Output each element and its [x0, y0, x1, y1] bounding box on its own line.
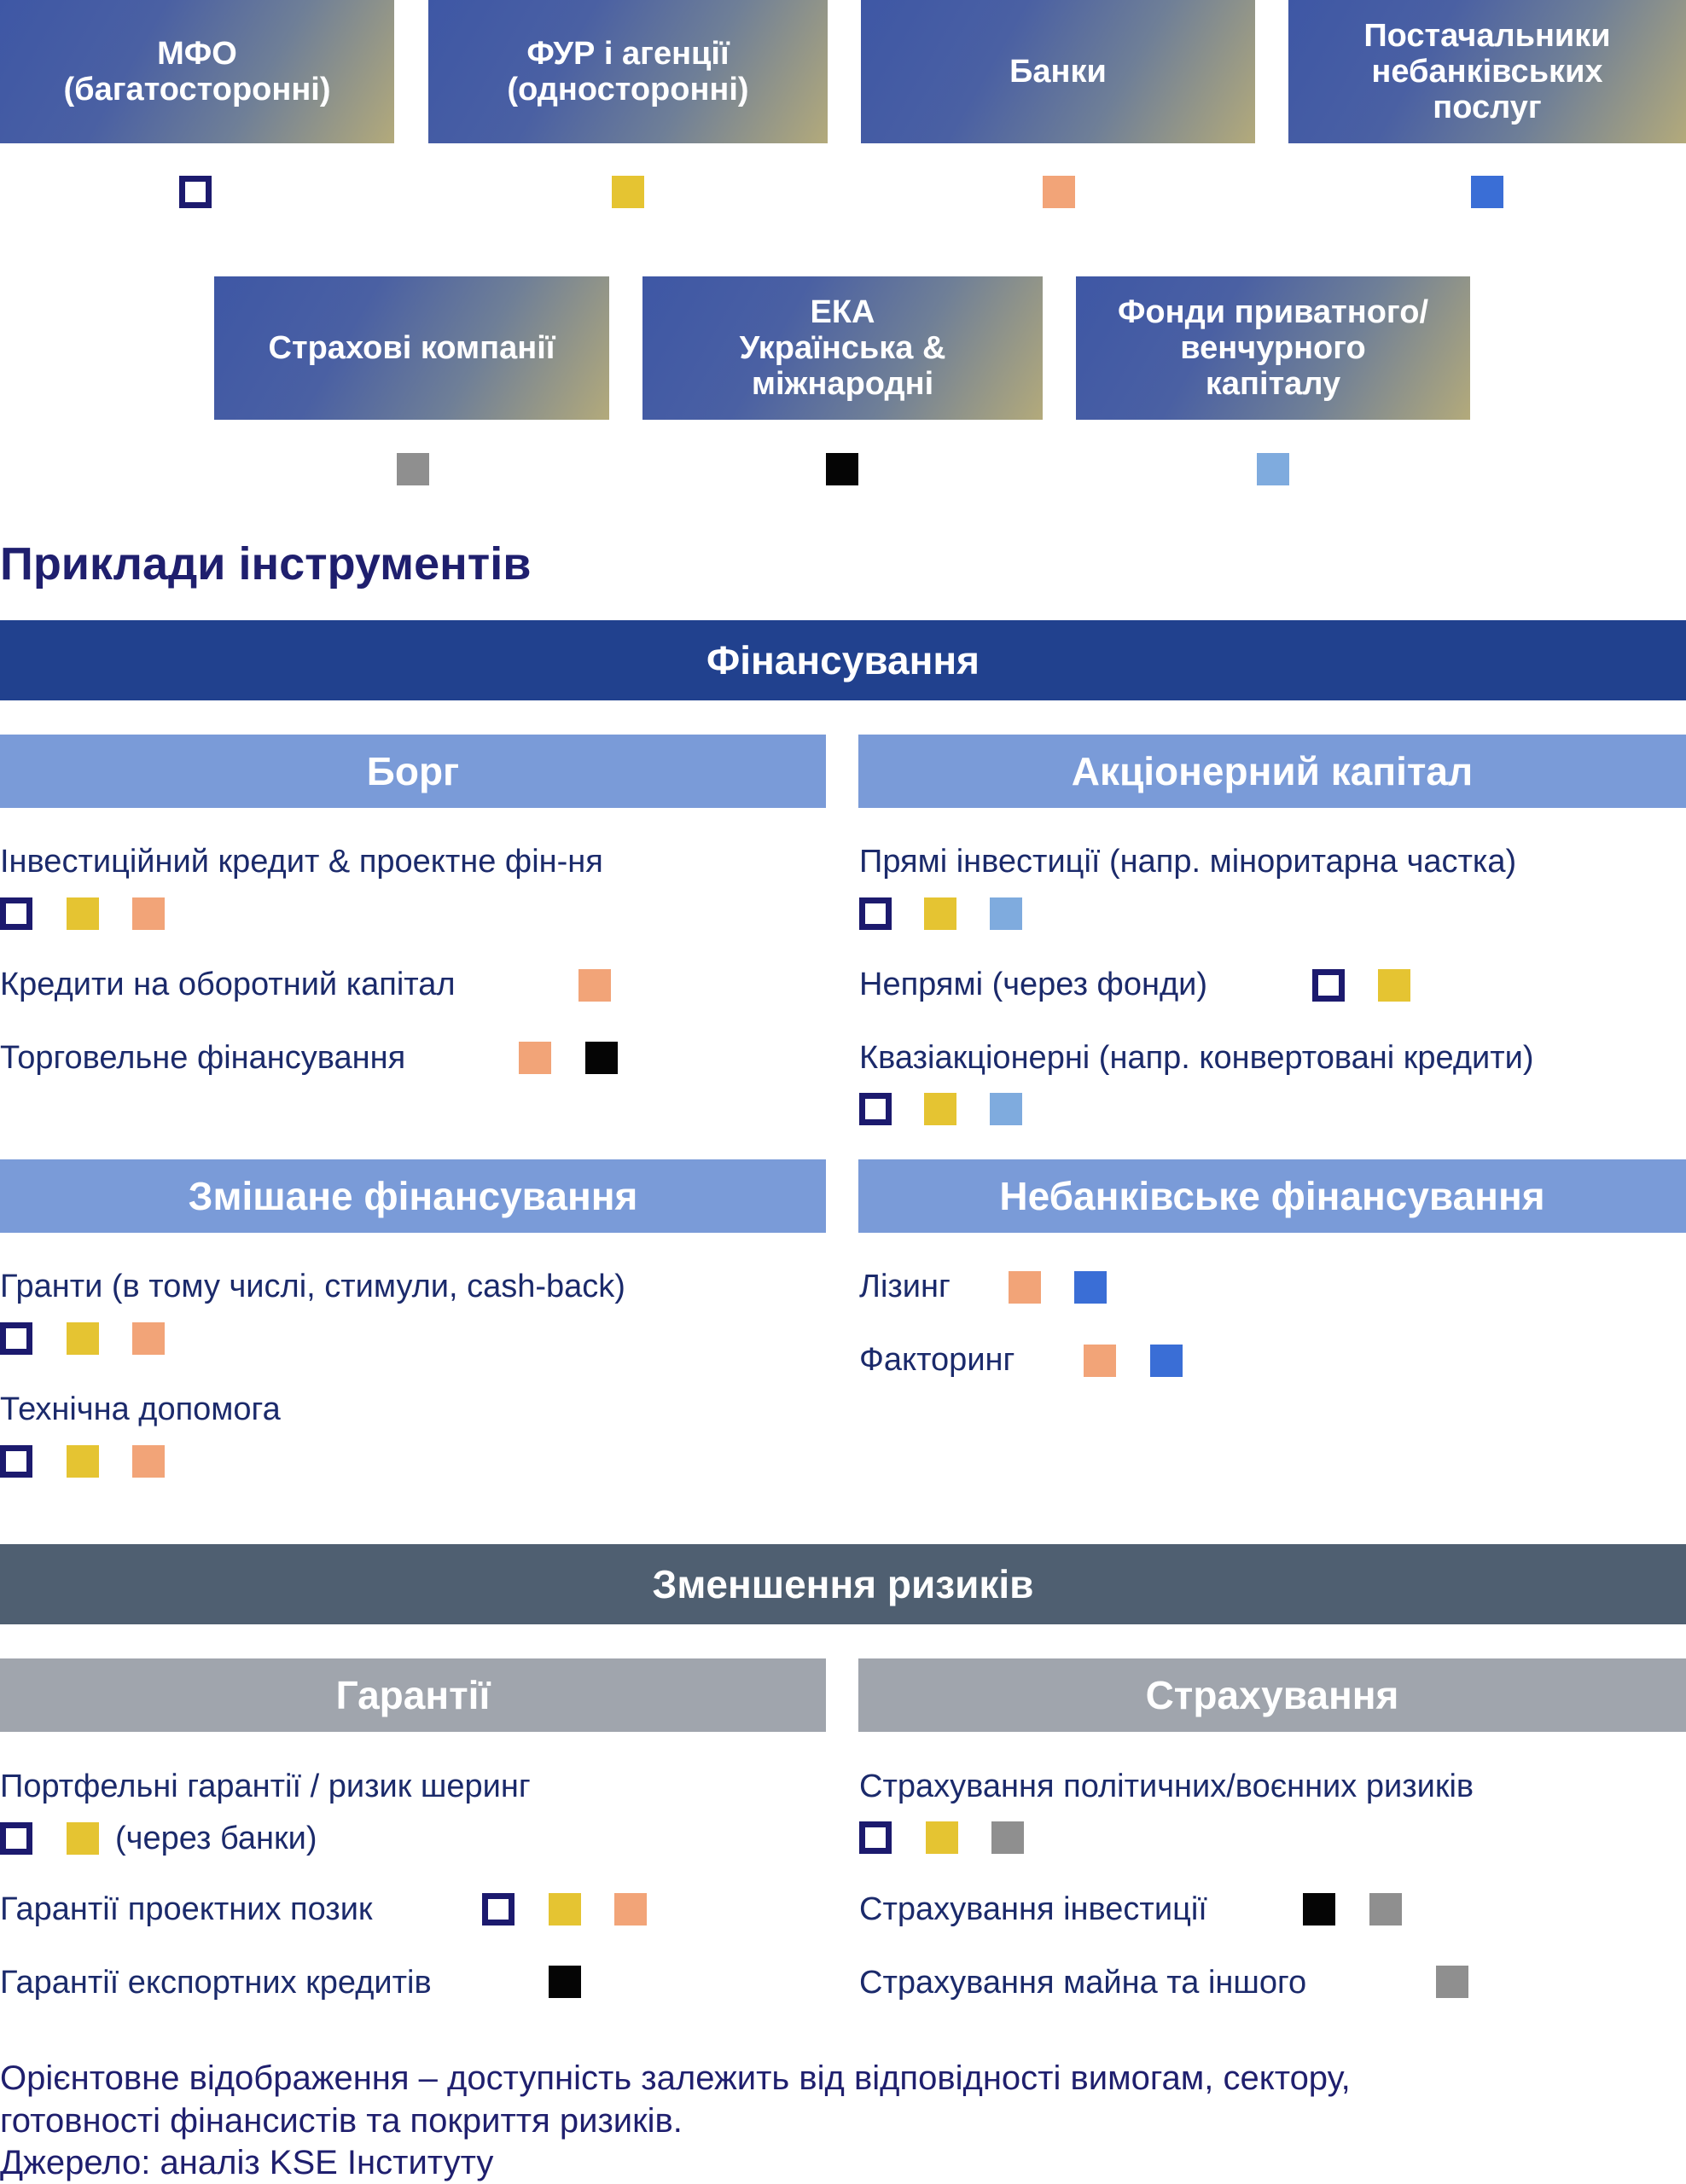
legend-marker-fur — [612, 176, 644, 208]
marker-banks — [1009, 1271, 1041, 1304]
guarantee-item-export-credits: Гарантії експортних кредитів — [0, 1965, 432, 2001]
entity-banks — [861, 0, 1255, 143]
entity-nonbank-providers — [1288, 0, 1686, 143]
insurance-header: Страхування — [858, 1658, 1686, 1732]
equity-item-direct: Прямі інвестиції (напр. міноритарна частка) — [859, 844, 1517, 880]
marker-eca — [549, 1966, 581, 1998]
equity-item-quasi: Квазіакціонерні (напр. конвертовані кредити) — [859, 1040, 1534, 1076]
insurance-item-investment: Страхування інвестиції — [859, 1891, 1207, 1927]
marker-pe — [990, 897, 1022, 930]
marker-banks — [132, 1322, 165, 1355]
marker-eca — [1303, 1893, 1335, 1926]
blended-item-ta: Технічна допомога — [0, 1391, 281, 1427]
footer-note-line2: готовності фінансистів та покриття ризиків. — [0, 2102, 683, 2140]
marker-fur — [67, 1822, 99, 1855]
marker-fur — [67, 1322, 99, 1355]
marker-mfo — [1312, 969, 1345, 1002]
marker-banks — [1084, 1345, 1116, 1377]
legend-marker-eca — [826, 453, 858, 485]
legend-marker-banks — [1043, 176, 1075, 208]
marker-mfo — [482, 1893, 515, 1926]
marker-fur — [924, 897, 956, 930]
marker-fur — [924, 1093, 956, 1125]
entity-eca — [642, 276, 1043, 420]
marker-nonbank — [1074, 1271, 1107, 1304]
risk-bar: Зменшення ризиків — [0, 1544, 1686, 1624]
marker-mfo — [859, 897, 892, 930]
blended-header: Змішане фінансування — [0, 1159, 826, 1233]
marker-banks — [519, 1042, 551, 1074]
entity-fur — [428, 0, 828, 143]
marker-insurance — [1436, 1966, 1468, 1998]
guarantee-item-portfolio: Портфельні гарантії / ризик шеринг — [0, 1769, 531, 1804]
entity-eca-label: ЕКА Українська & міжнародні — [739, 294, 946, 402]
section-title: Приклади інструментів — [0, 538, 532, 590]
legend-marker-nonbank — [1471, 176, 1503, 208]
debt-item-investment-loan: Інвестиційний кредит & проектне фін-ня — [0, 844, 603, 880]
marker-pe — [990, 1093, 1022, 1125]
entity-nonbank-label: Постачальники небанківських послуг — [1363, 18, 1611, 125]
entity-mfo — [0, 0, 394, 143]
marker-fur — [1378, 969, 1410, 1002]
guarantee-item-project-loans: Гарантії проектних позик — [0, 1891, 373, 1927]
marker-fur — [926, 1821, 958, 1854]
entity-mfo-label: МФО (багатосторонні) — [63, 36, 331, 107]
marker-banks — [132, 897, 165, 930]
marker-fur — [67, 897, 99, 930]
entity-banks-label: Банки — [1009, 54, 1107, 90]
marker-mfo — [859, 1093, 892, 1125]
blended-item-grants: Гранти (в тому числі, стимули, cash-back) — [0, 1269, 625, 1304]
footer-note-line1: Орієнтовне відображення – доступність залежить від відповідності вимогам, сектору, — [0, 2059, 1351, 2097]
debt-header: Борг — [0, 735, 826, 808]
insurance-item-property: Страхування майна та іншого — [859, 1965, 1307, 2001]
legend-marker-insurance — [397, 453, 429, 485]
marker-mfo — [0, 1822, 32, 1855]
equity-item-indirect: Непрямі (через фонди) — [859, 967, 1207, 1002]
marker-banks — [614, 1893, 647, 1926]
marker-fur — [549, 1893, 581, 1926]
debt-item-trade-finance: Торговельне фінансування — [0, 1040, 406, 1076]
entity-ins-label: Страхові компанії — [268, 330, 555, 366]
equity-header: Акціонерний капітал — [858, 735, 1686, 808]
marker-insurance — [991, 1821, 1024, 1854]
marker-banks — [132, 1445, 165, 1478]
entity-fur-label: ФУР і агенції (односторонні) — [507, 36, 749, 107]
guarantees-header: Гарантії — [0, 1658, 826, 1732]
marker-insurance — [1369, 1893, 1402, 1926]
legend-marker-pe — [1257, 453, 1289, 485]
marker-fur — [67, 1445, 99, 1478]
marker-banks — [578, 969, 611, 1002]
footer-source: Джерело: аналіз KSE Інституту — [0, 2144, 494, 2181]
legend-marker-mfo — [179, 176, 212, 208]
marker-mfo — [0, 1322, 32, 1355]
marker-mfo — [0, 897, 32, 930]
guarantee-note-via-banks: (через банки) — [115, 1821, 317, 1856]
marker-mfo — [0, 1445, 32, 1478]
insurance-item-political: Страхування політичних/воєнних ризиків — [859, 1769, 1474, 1804]
nonbank-item-leasing: Лізинг — [859, 1269, 951, 1304]
marker-nonbank — [1150, 1345, 1183, 1377]
entity-pe-label: Фонди приватного/ венчурного капіталу — [1117, 294, 1429, 402]
marker-eca — [585, 1042, 618, 1074]
entity-pe-vc-funds — [1076, 276, 1470, 420]
nonbank-item-factoring: Факторинг — [859, 1342, 1015, 1378]
debt-item-working-capital: Кредити на оборотний капітал — [0, 967, 456, 1002]
financing-bar: Фінансування — [0, 620, 1686, 700]
nonbank-header: Небанківське фінансування — [858, 1159, 1686, 1233]
entity-insurance-companies — [214, 276, 609, 420]
marker-mfo — [859, 1821, 892, 1854]
